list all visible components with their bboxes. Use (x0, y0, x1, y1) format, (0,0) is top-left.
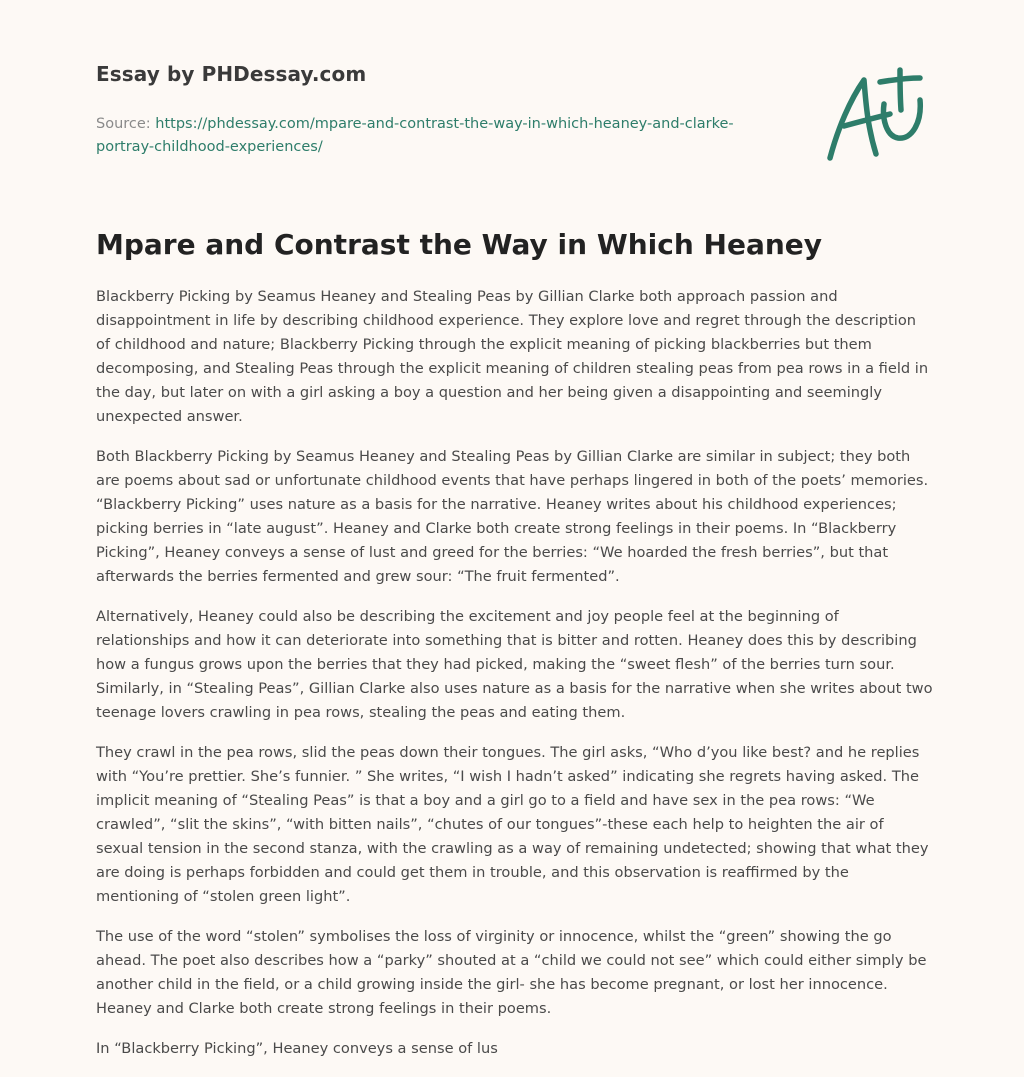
brand-name: Essay by PHDessay.com (96, 62, 367, 86)
source-line (96, 113, 736, 159)
page-title: Mpare and Contrast the Way in Which Heaney (96, 228, 823, 261)
paragraph: Both Blackberry Picking by Seamus Heaney and Stealing Peas by Gillian Clarke are similar in subject; they both are poems about sad or unfortunate childhood events that have perhaps lingered in both of the poets’ memories. “Blackberry Picking” uses nature as a basis for the narrative. Heaney writes about his childhood experiences; picking berries in “late august”. Heaney and Clarke both create strong feelings in their poems. In “Blackberry Picking”, Heaney conveys a sense of lust and greed for the berries: “We hoarded the fresh berries”, but that afterwards the berries fermented and grew sour: “The fruit fermented”. (96, 448, 929, 585)
paragraph: Alternatively, Heaney could also be describing the excitement and joy people feel at the beginning of relationships and how it can deteriorate into something that is bitter and rotten. Heaney does this by describing how a fungus grows upon the berries that they had picked, making the “sweet flesh” of the berries turn sour. Similarly, in “Stealing Peas”, Gillian Clarke also uses nature as a basis for the narrative when she writes about two teenage lovers crawling in pea rows, stealing the peas and eating them. (96, 608, 933, 721)
paragraph: In “Blackberry Picking”, Heaney conveys a sense of lus (96, 1040, 498, 1057)
source-link[interactable]: https://phdessay.com/mpare-and-contrast-the-way-in-which-heaney-and-clarke-portray-childhood-experiences/ (96, 116, 734, 155)
page-header (96, 62, 796, 159)
paragraph: They crawl in the pea rows, slid the peas down their tongues. The girl asks, “Who d’you like best? and he replies with “You’re prettier. She’s funnier. ” She writes, “I wish I hadn’t asked” indicating she regrets having asked. The implicit meaning of “Stealing Peas” is that a boy and a girl go to a field and have sex in the pea rows: “We crawled”, “slit the skins”, “with bitten nails”, “chutes of our tongues”-these each help to heighten the air of sexual tension in the second stanza, with the crawling as a way of remaining undetected; showing that what they are doing is perhaps forbidden and could get them in trouble, and this observation is reaffirmed by the mentioning of “stolen green light”. (96, 744, 929, 905)
paragraph: The use of the word “stolen” symbolises the loss of virginity or innocence, whilst the “green” showing the go ahead. The poet also describes how a “parky” shouted at a “child we could not see” which could either simply be another child in the field, or a child growing inside the girl- she has become pregnant, or lost her innocence. Heaney and Clarke both create strong feelings in their poems. (96, 928, 927, 1017)
article-body (96, 285, 934, 1077)
source-label: Source: (96, 116, 156, 132)
a-plus-grade-icon (818, 66, 930, 166)
paragraph: Blackberry Picking by Seamus Heaney and Stealing Peas by Gillian Clarke both approach passion and disappointment in life by describing childhood experience. They explore love and regret through the description of childhood and nature; Blackberry Picking through the explicit meaning of picking blackberries but them decomposing, and Stealing Peas through the explicit meaning of children stealing peas from pea rows in a field in the day, but later on with a girl asking a boy a question and her being given a disappointing and seemingly unexpected answer. (96, 288, 929, 425)
